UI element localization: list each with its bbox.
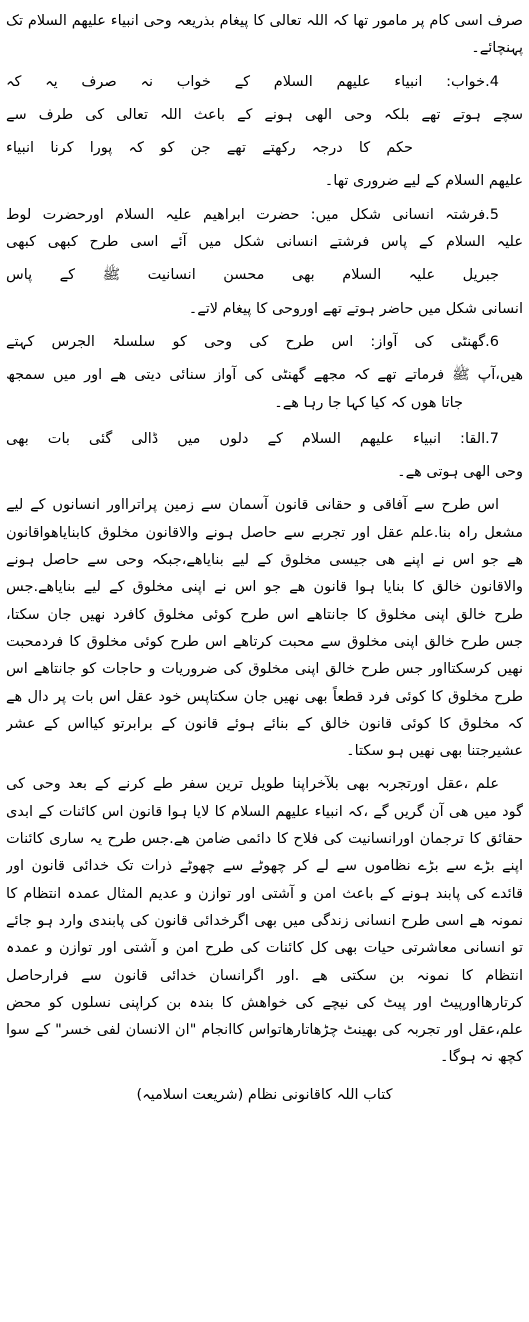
paragraph-line: طرح خالق اپنی مخلوق کا جانتاھے اس طرح کوئی مخلوق کافرد نھیں جان سکتا، [6, 606, 523, 623]
text-line: پہنچائے۔ [471, 40, 523, 57]
paragraph-line: طرح مخلوق کا کوئی فرد قطعاً بھی نھیں جان سکتاپس خود عقل اس بات پر دال ھے [6, 688, 523, 705]
paragraph-line: گود میں ھی آن گریں گے ،کہ انبیاء علیھم السلام کا لایا ہوا قانون اس کائنات کے ابدی [6, 803, 523, 820]
text-line: علیھم السلام کے لیے ضروری تھا۔ [324, 173, 523, 190]
paragraph-line: کہ مخلوق کا کوئی قانون خالق کے بنائے ہوئے قانون کے برابرتو کیااس کے عشر [6, 715, 523, 732]
paragraph-line: کچھ نہ ہوگا۔ [440, 1049, 523, 1066]
text-line: وحی الھی ہوتی ھے۔ [397, 464, 523, 481]
paragraph-line: کرتارھااورپیٹ اور پیٹ کی نیچے کی خواھش کا بندہ بن کراپنی نسلوں کو محض [6, 994, 523, 1011]
paragraph-line: تو انسانی معاشرتی حیات بھی کل کائنات کی طرح امن و آشتی اور توازن و عمدہ [6, 940, 523, 957]
paragraph-line: اپنے بڑے سے بڑے نظاموں سے لے کر چھوٹے سے چھوٹے ذرات تک خدائی قانون اور [6, 858, 523, 875]
text-line: انسانی شکل میں حاضر ہوتے تھے اوروحی کا پیغام لاتے۔ [188, 300, 523, 317]
paragraph-line: علم،عقل اور تجربہ کی بھینٹ چڑھاتارھاتواس کاانجام "ان الانسان لفی خسر" کے سوا [6, 1022, 523, 1039]
section-heading-angel: 5.فرشتہ انسانی شکل میں: حضرت ابراھیم علیہ السلام اورحضرت لوط [6, 206, 499, 223]
paragraph-line: علم ،عقل اورتجربہ بھی بلآخراپنا طویل ترین سفر طے کرنے کے بعد وحی کی [6, 776, 499, 793]
paragraph-line: حقائق کا ترجمان اورانسانیت کی فلاح کا دائمی ضامن ھے.جس طرح یہ ساری کائنات [6, 831, 523, 848]
paragraph-line: نھیں کرسکتااور جس طرح خالق اپنی مخلوق کی ضروریات و حاجات کو جانتاھے اس [6, 661, 523, 678]
text-line: سچے ہوتے تھے بلکہ وحی الھی ہونے کے باعث اللہ تعالی کی طرف سے [6, 106, 523, 123]
text-line: جبریل علیہ السلام بھی محسن انسانیت ﷺ کے پاس [6, 267, 499, 284]
section-heading-dream: 4.خواب: انبیاء علیھم السلام کے خواب نہ صرف یہ کہ [6, 73, 499, 90]
paragraph-line: قائدے کی پابند ہونے کے باعث امن و آشتی اور توازن و عدیم المثال عمدہ انتظام کا [6, 885, 523, 902]
paragraph-line: عشیرجتنا بھی نھیں ہو سکتا۔ [346, 743, 523, 760]
text-line: صرف اسی کام پر مامور تھا کہ اللہ تعالی کا پیغام بذریعہ وحی انبیاء علیھم السلام تک [6, 13, 523, 29]
text-line: جاتا ھوں کہ کیا کہا جا رہا ھے۔ [274, 394, 463, 411]
text-line: حکم کا درجہ رکھتے تھے جن کو کہ پورا کرنا انبیاء [6, 140, 413, 157]
paragraph-line: انتظام کا نمونہ بن سکتی ھے .اور اگرانسان خدائی قانون سے فرارحاصل [6, 967, 523, 984]
section-heading-bell: 6.گھنٹی کی آواز: اس طرح کی وحی کو سلسلۃ الجرس کہتے [6, 333, 499, 350]
text-line: علیہ السلام کے پاس فرشتے انسانی شکل میں آئے اسی طرح کبھی کبھی [6, 234, 523, 251]
paragraph-line: مشعل راہ بنا.علم عقل اور تجربے سے حاصل ہونے والاقانون مخلوق کابنایاھواقانون [6, 524, 523, 541]
paragraph-line: جس طرح خالق اپنی مخلوق سے محبت کرتاھے اس طرح کوئی مخلوق کا فردمحبت [6, 633, 523, 650]
paragraph-line: نمونہ ھے اسی طرح انسانی زندگی میں بھی اگرخدائی قانون کی پابندی وارد ہو جائے [6, 912, 523, 929]
section-heading-ilqa: 7.القا: انبیاء علیھم السلام کے دلوں میں ڈالی گئی بات بھی [6, 430, 499, 447]
paragraph-line: والاقانون خالق کا بنایا ہوا قانون ھے جو اس نے اپنی مخلوق کے لیے بنایاھے.جس [6, 579, 523, 596]
paragraph-line: اس طرح سے آفاقی و حقانی قانون آسمان سے زمین پراترااور انسانوں کے لیے [6, 497, 499, 514]
text-line: ھیں،آپ ﷺ فرماتے تھے کہ مجھے گھنٹی کی آواز سنائی دیتی ھے اور میں سمجھ [6, 367, 523, 384]
book-title-footer: کتاب اللہ کاقانونی نظام (شریعت اسلامیہ) [136, 1086, 393, 1103]
paragraph-line: ھے جو اس نے اپنے ھی جیسی مخلوق کے لیے بنایاھے،جبکہ وحی سے حاصل ہونے [6, 552, 523, 569]
